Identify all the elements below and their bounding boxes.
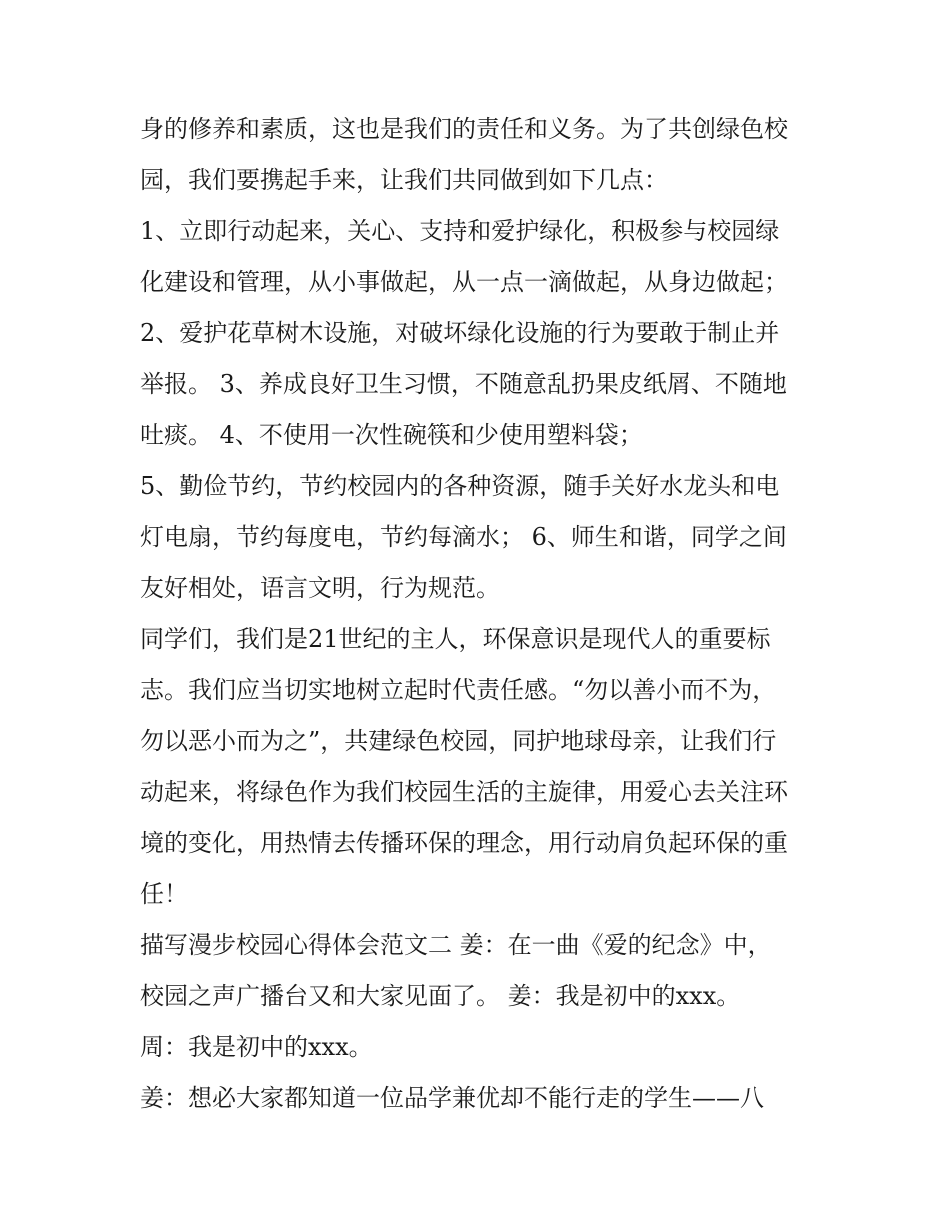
text-line: 化建设和管理，从小事做起，从一点一滴做起，从身边做起； — [140, 268, 788, 296]
text-line: 周：我是初中的xxx。 — [140, 1033, 373, 1061]
text-line: 动起来，将绿色作为我们校园生活的主旋律，用爱心去关注环 — [140, 778, 788, 806]
text-line: 吐痰。 4、不使用一次性碗筷和少使用塑料袋； — [140, 421, 643, 449]
text-line: 境的变化，用热情去传播环保的理念，用行动肩负起环保的重 — [140, 829, 788, 857]
text-line: 友好相处，语言文明，行为规范。 — [140, 574, 500, 602]
text-line: 志。我们应当切实地树立起时代责任感。“勿以善小而不为， — [140, 676, 777, 704]
text-line: 举报。 3、养成良好卫生习惯，不随意乱扔果皮纸屑、不随地 — [140, 370, 787, 398]
text-line: 任！ — [140, 880, 188, 908]
text-line: 身的修养和素质，这也是我们的责任和义务。为了共创绿色校 — [140, 115, 788, 143]
text-line: 园，我们要携起手来，让我们共同做到如下几点： — [140, 166, 668, 194]
text-line: 勿以恶小而为之”，共建绿色校园，同护地球母亲，让我们行 — [140, 727, 777, 755]
text-line: 校园之声广播台又和大家见面了。 姜：我是初中的xxx。 — [140, 982, 741, 1010]
text-line: 灯电扇，节约每度电，节约每滴水； 6、师生和谐，同学之间 — [140, 523, 787, 551]
text-line: 描写漫步校园心得体会范文二 姜：在一曲《爱的纪念》中， — [140, 931, 772, 959]
text-line: 2、爱护花草树木设施，对破坏绿化设施的行为要敢于制止并 — [140, 319, 780, 347]
text-line: 姜：想必大家都知道一位品学兼优却不能行走的学生——八 — [140, 1084, 764, 1112]
text-line: 1、立即行动起来，关心、支持和爱护绿化，积极参与校园绿 — [140, 217, 780, 245]
body-text — [140, 104, 820, 1124]
text-line: 同学们，我们是21世纪的主人，环保意识是现代人的重要标 — [140, 625, 771, 653]
text-line: 5、勤俭节约，节约校园内的各种资源，随手关好水龙头和电 — [140, 472, 780, 500]
